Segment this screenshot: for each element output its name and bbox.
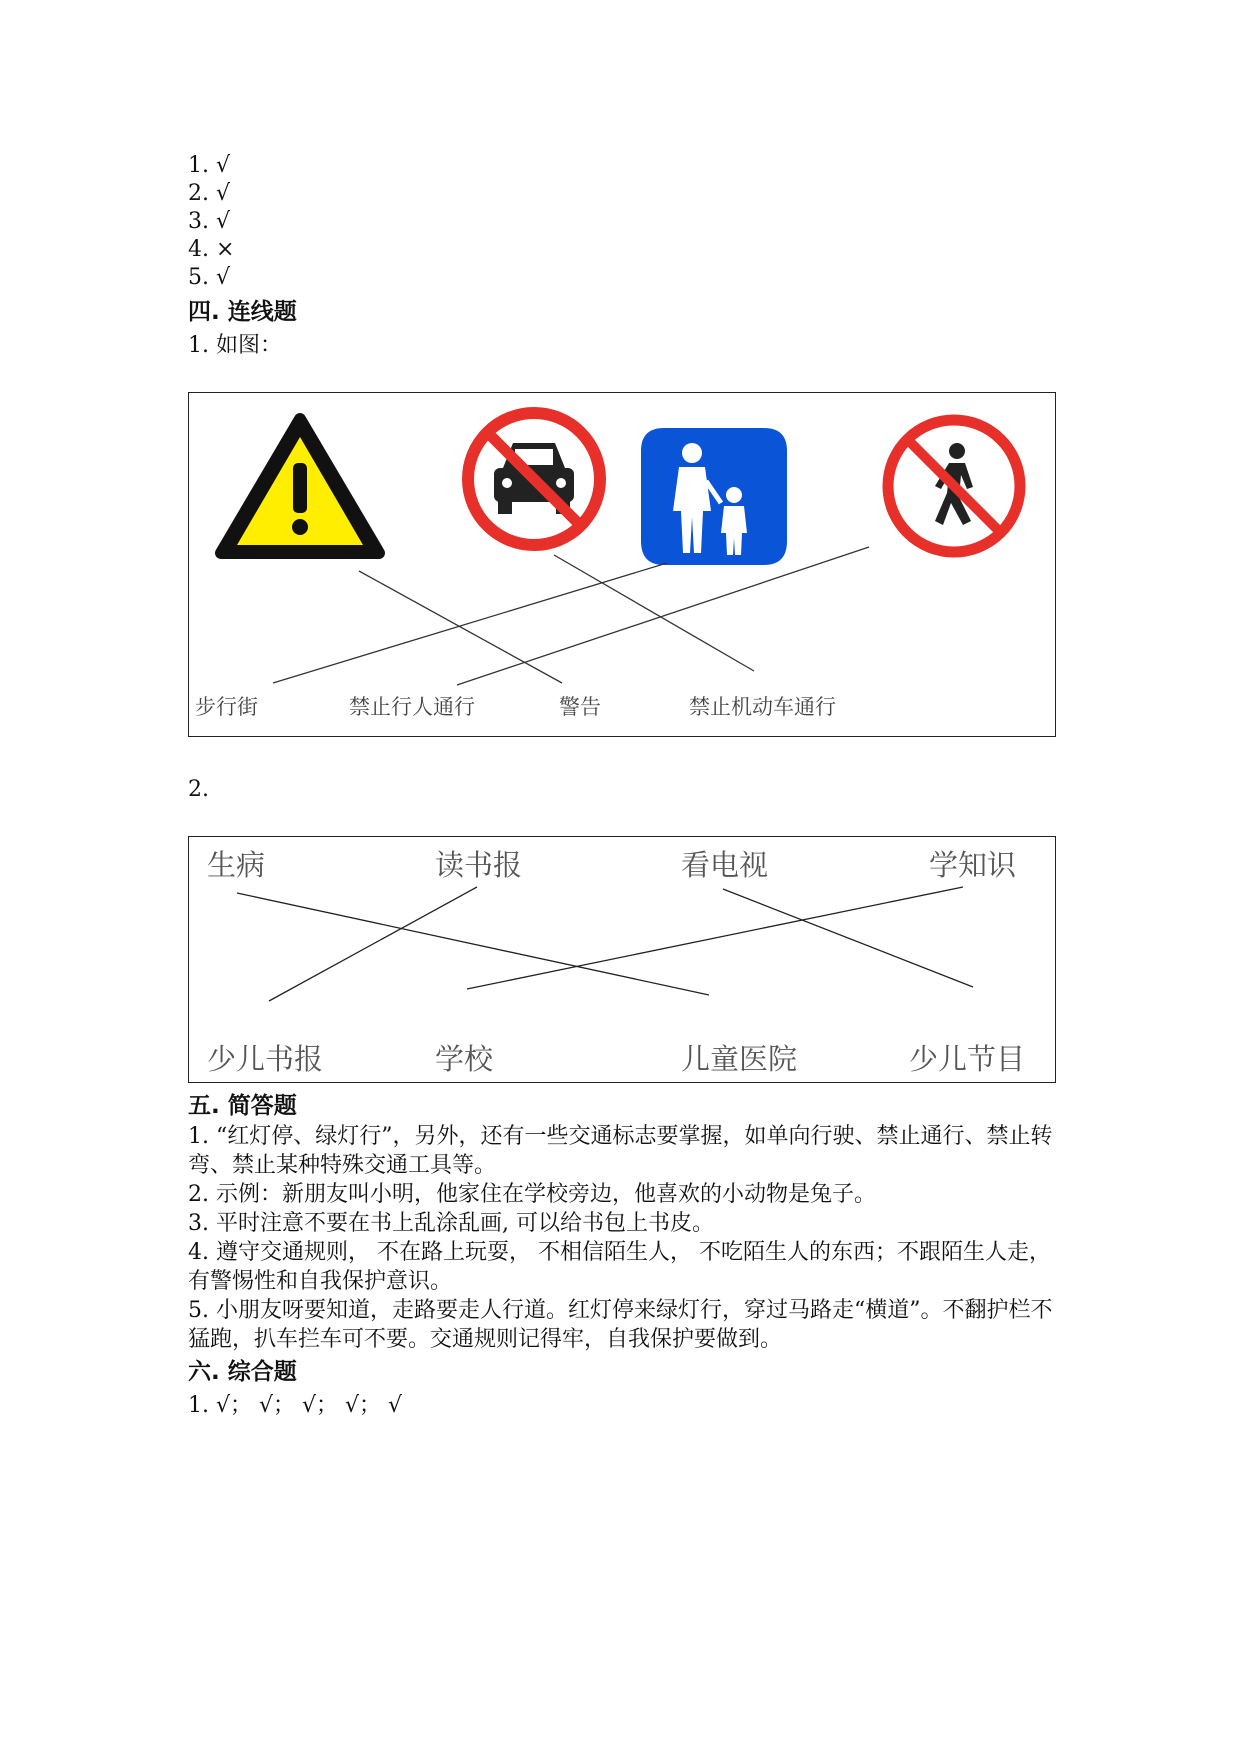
top-word-1: 生病 [207, 848, 266, 882]
short-answer-5: 5. 小朋友呀要知道，走路要走人行道。红灯停来绿灯行，穿过马路走“横道”。不翻护栏不猛跑，扒车拦车可不要。交通规则记得牢，自我保护要做到。 [188, 1298, 1053, 1352]
judge-answer-3: 3. √ [188, 209, 231, 234]
comprehensive-answer-1: 1. √； √； √； √； √ [188, 1393, 403, 1418]
label-no-pedestrian: 禁止行人通行 [349, 695, 475, 719]
label-no-motor-vehicle: 禁止机动车通行 [689, 695, 836, 719]
section4-q2: 2. [188, 777, 209, 802]
top-word-3: 看电视 [681, 848, 769, 882]
short-answer-1: 1. “红灯停、绿灯行”，另外，还有一些交通标志要掌握，如单向行驶、禁止通行、禁止转弯、禁止某种特殊交通工具等。 [188, 1124, 1053, 1178]
short-answer-3: 3. 平时注意不要在书上乱涂乱画, 可以给书包上书皮。 [188, 1211, 714, 1236]
top-word-2: 读书报 [435, 848, 523, 882]
judge-answer-2: 2. √ [188, 181, 231, 206]
label-pedestrian-street: 步行街 [195, 695, 258, 719]
top-word-4: 学知识 [929, 848, 1017, 882]
figure-word-matching [188, 836, 1056, 1083]
figure-traffic-signs [188, 392, 1056, 737]
judge-answer-5: 5. √ [188, 265, 231, 290]
section6-heading: 六. 综合题 [188, 1359, 297, 1385]
section4-heading: 四. 连线题 [188, 299, 297, 325]
matching-lines-words [237, 887, 973, 1001]
section5-heading: 五. 简答题 [188, 1093, 297, 1119]
warning-sign-icon [221, 419, 379, 553]
bottom-word-4: 少儿节目 [909, 1042, 1026, 1076]
judge-answer-1: 1. √ [188, 153, 231, 178]
no-motor-vehicle-sign-icon [468, 413, 600, 545]
label-warning: 警告 [559, 695, 601, 719]
bottom-word-1: 少儿书报 [207, 1042, 324, 1076]
bottom-word-2: 学校 [435, 1042, 494, 1076]
matching-lines-signs [273, 547, 869, 685]
pedestrian-street-sign-icon [641, 428, 787, 565]
short-answer-2: 2. 示例：新朋友叫小明，他家住在学校旁边，他喜欢的小动物是兔子。 [188, 1182, 876, 1207]
judge-answer-4: 4. × [188, 237, 235, 262]
short-answer-4: 4. 遵守交通规则， 不在路上玩耍， 不相信陌生人， 不吃陌生人的东西；不跟陌生人走，有警惕性和自我保护意识。 [188, 1240, 1051, 1294]
bottom-word-3: 儿童医院 [681, 1042, 798, 1076]
section4-q1: 1. 如图： [188, 333, 282, 358]
no-pedestrian-sign-icon [888, 420, 1020, 552]
